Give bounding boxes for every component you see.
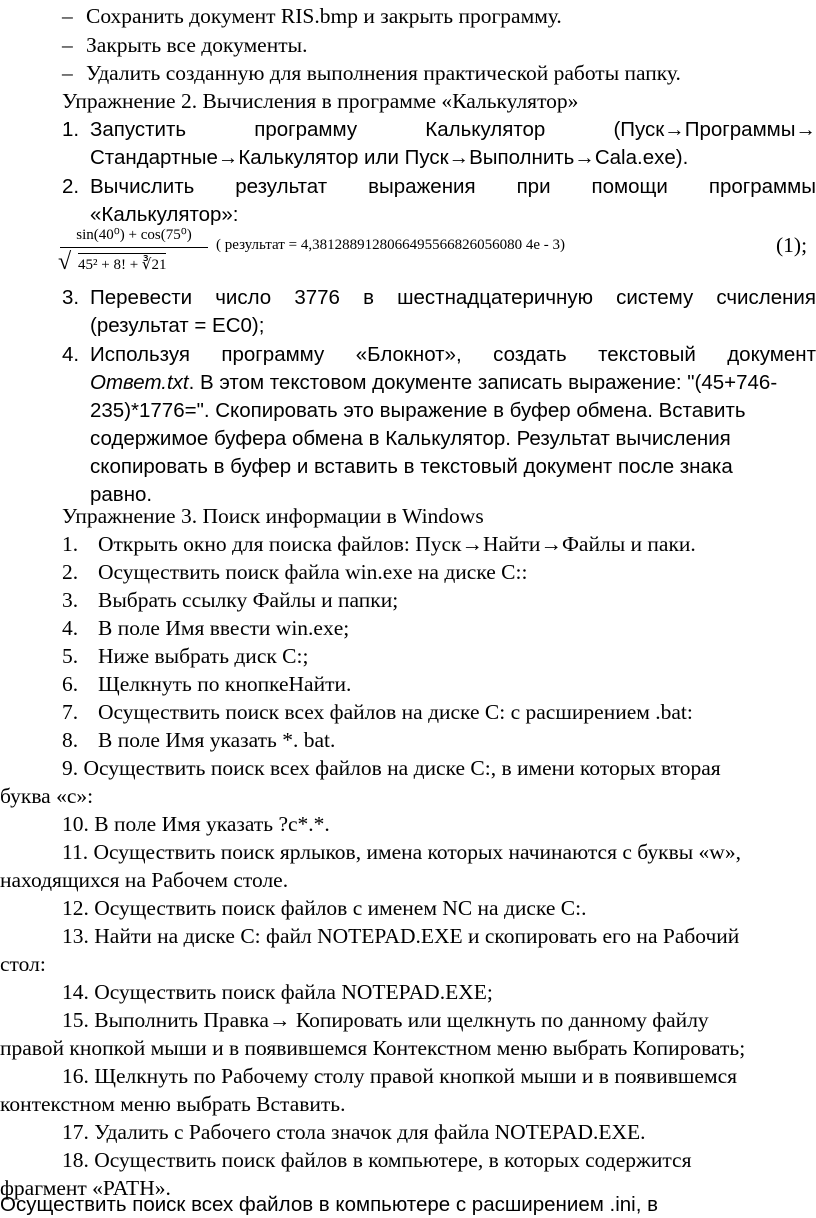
item-text-line: Вычислить результат выражения при помощи программы <box>90 175 816 198</box>
dash-marker: – <box>62 61 73 85</box>
filename-emphasis: Ответ.txt <box>90 371 189 394</box>
exercise-2-title: Упражнение 2. Вычисления в программе «Калькулятор» <box>62 89 579 113</box>
item-number: 3. <box>62 286 80 309</box>
item-number: 4. <box>62 343 80 366</box>
formula-result: ( результат = 4,3812889128066495566826056080 4e - 3) <box>216 237 565 253</box>
item-text-line: Стандартные→Калькулятор или Пуск→Выполнить→Cala.exe). <box>90 146 689 169</box>
item-number: 1. <box>62 118 80 141</box>
paragraph-15-line-2: правой кнопкой мыши и в появившемся Контекстном меню выбрать Копировать; <box>0 1036 746 1060</box>
formula <box>58 225 808 277</box>
item-text-line: содержимое буфера обмена в Калькулятор. Результат вычисления <box>90 427 731 450</box>
item-number: 5. <box>62 644 79 668</box>
item-number: 7. <box>62 700 79 724</box>
list-item: В поле Имя ввести win.exe; <box>98 616 350 640</box>
item-number: 2. <box>62 175 80 198</box>
paragraph-13-line-2: стол: <box>0 952 46 976</box>
item-text-line: Используя программу «Блокнот», создать текстовый документ <box>90 343 816 366</box>
item-number: 6. <box>62 672 79 696</box>
paragraph-12: 12. Осуществить поиск файлов с именем NC на диске С:. <box>62 896 587 920</box>
formula-numerator: sin(40⁰) + cos(75⁰) <box>76 227 192 243</box>
dash-item-text: Сохранить документ RIS.bmp и закрыть программу. <box>86 4 562 28</box>
paragraph-10: 10. В поле Имя указать ?с*.*. <box>62 812 330 836</box>
paragraph-11-line-2: находящихся на Рабочем столе. <box>0 868 289 892</box>
item-number: 4. <box>62 616 79 640</box>
dash-item-text: Закрыть все документы. <box>86 33 308 57</box>
last-line: Осуществить поиск всех файлов в компьютере с расширением .ini, в <box>0 1193 658 1216</box>
formula-denominator: 45² + 8! + ∛21 <box>78 253 166 274</box>
list-item: Щелкнуть по кнопкеНайти. <box>98 672 352 696</box>
item-text-line: 235)*1776=". Скопировать это выражение в буфер обмена. Вставить <box>90 399 746 422</box>
paragraph-16-line-1: 16. Щелкнуть по Рабочему столу правой кнопкой мыши и в появившемся <box>62 1064 738 1088</box>
dash-item-text: Удалить созданную для выполнения практической работы папку. <box>86 61 681 85</box>
list-item: Осуществить поиск всех файлов на диске С: с расширением .bat: <box>98 700 693 724</box>
paragraph-18-line-2: фрагмент «PATH». <box>0 1176 171 1200</box>
item-number: 3. <box>62 588 79 612</box>
item-text-line: скопировать в буфер и вставить в текстовый документ после знака <box>90 455 733 478</box>
item-text-line: равно. <box>90 483 153 506</box>
list-item: Выбрать ссылку Файлы и папки; <box>98 588 399 612</box>
paragraph-15-line-1: 15. Выполнить Правка→ Копировать или щелкнуть по данному файлу <box>62 1008 709 1032</box>
equation-number: (1); <box>776 233 808 257</box>
list-item: Осуществить поиск файла win.exe на диске С:: <box>98 560 528 584</box>
paragraph-17: 17. Удалить с Рабочего стола значок для файла NOTEPAD.EXE. <box>62 1120 646 1144</box>
item-text-line: Ответ.txt. В этом текстовом документе записать выражение: "(45+746- <box>90 371 778 394</box>
item-text-line: (результат = EC0); <box>90 314 265 337</box>
item-text-line: «Калькулятор»: <box>90 203 239 226</box>
paragraph-9-line-1: 9. Осуществить поиск всех файлов на диске С:, в имени которых вторая <box>62 756 721 780</box>
dash-marker: – <box>62 33 73 57</box>
paragraph-16-line-2: контекстном меню выбрать Вставить. <box>0 1092 346 1116</box>
paragraph-14: 14. Осуществить поиск файла NOTEPAD.EXE; <box>62 980 493 1004</box>
fraction-bar <box>60 247 208 248</box>
paragraph-11-line-1: 11. Осуществить поиск ярлыков, имена которых начинаются с буквы «w», <box>62 840 741 864</box>
paragraph-9-line-2: буква «с»: <box>0 784 94 808</box>
list-item: Открыть окно для поиска файлов: Пуск→Найти→Файлы и паки. <box>98 532 696 556</box>
item-text-line: Перевести число 3776 в шестнадцатеричную систему счисления <box>90 286 816 309</box>
dash-marker: – <box>62 4 73 28</box>
item-number: 2. <box>62 560 79 584</box>
exercise-3-title: Упражнение 3. Поиск информации в Windows <box>62 504 484 528</box>
list-item: Ниже выбрать диск С:; <box>98 644 309 668</box>
item-number: 8. <box>62 728 79 752</box>
square-root-icon: √ <box>58 249 72 275</box>
item-text-line: Запустить программу Калькулятор (Пуск→Программы→ <box>90 118 816 141</box>
paragraph-13-line-1: 13. Найти на диске С: файл NOTEPAD.EXE и скопировать его на Рабочий <box>62 924 740 948</box>
item-number: 1. <box>62 532 79 556</box>
paragraph-18-line-1: 18. Осуществить поиск файлов в компьютере, в которых содержится <box>62 1148 692 1172</box>
list-item: В поле Имя указать *. bat. <box>98 728 336 752</box>
